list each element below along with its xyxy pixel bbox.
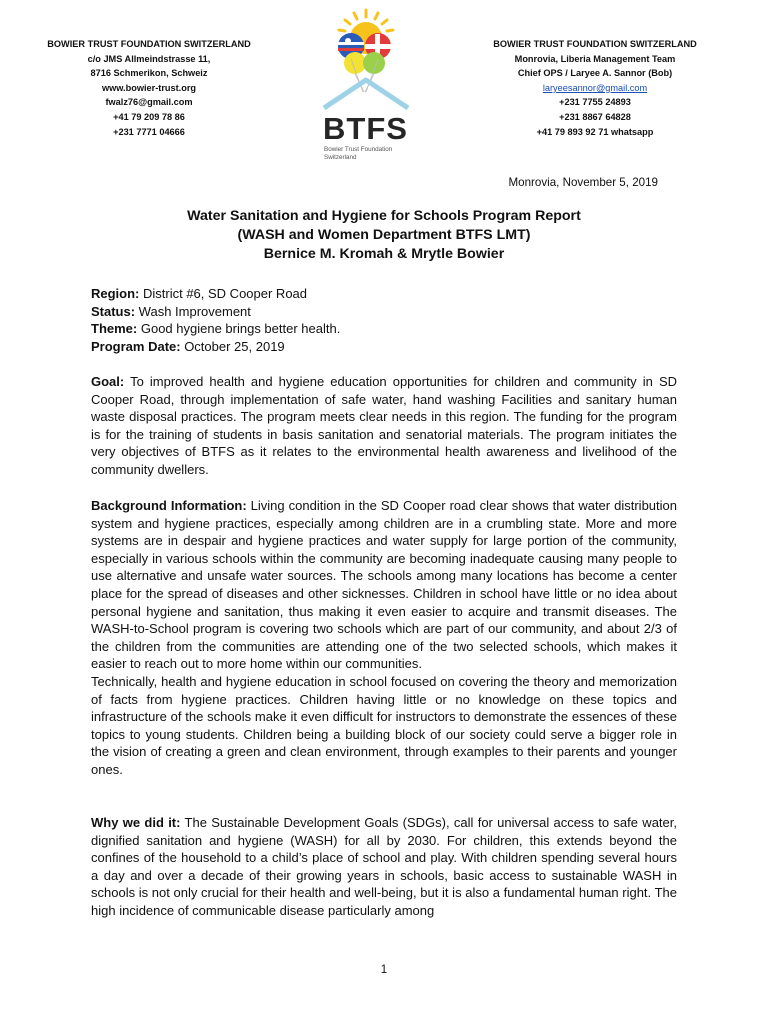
background-label: Background Information: [91, 498, 247, 513]
goal-label: Goal: [91, 374, 125, 389]
status-value: Wash Improvement [135, 303, 251, 319]
right-chief: Chief OPS / Laryee A. Sannor (Bob) [517, 68, 673, 79]
left-website: www.bowier-trust.org [101, 82, 197, 93]
title-line2: (WASH and Women Department BTFS LMT) [237, 227, 531, 243]
title-line1: Water Sanitation and Hygiene for Schools Program Report [187, 208, 581, 224]
letterhead-left-address [19, 37, 279, 139]
meta-theme [91, 320, 340, 338]
left-org-name: BOWIER TRUST FOUNDATION SWITZERLAND [47, 39, 251, 49]
program-meta [91, 285, 340, 355]
why-text: The Sustainable Development Goals (SDGs), call for universal access to safe water, dignified sanitation and hygiene (WASH) for all by 2030. For children, this extends beyond the confines of the household to a child’s place of school and play. With children spending several hours a day and over a decade of their growing years in schools, basic access to sustainable WASH in schools is not only crucial for their health and well-being, but it is also a fundamental human right. The high incidence of communicable disease particularly among [91, 815, 677, 918]
balloons-house-icon [318, 8, 414, 112]
left-phone2: +231 7771 04666 [113, 126, 185, 137]
background-paragraph [91, 497, 677, 673]
right-team: Monrovia, Liberia Management Team [514, 53, 676, 64]
title-authors: Bernice M. Kromah & Mrytle Bowier [263, 246, 505, 262]
right-phone1: +231 7755 24893 [559, 97, 631, 108]
background-text: Living condition in the SD Cooper road clear shows that water distribution system and hygiene practices, especially among children are in a crumbling state. More and more systems are in despair and hygiene practices and water supply for large portion of the community, especially in various schools within the community are becoming inadequate causing many people to use alternative and unsafe water sources. The schools among many locations has become a center place for the spread of diseases and other sicknesses. Children in school have little or no idea about personal hygiene and sanitation, thus making it even easier to acquire and transmit diseases. The WASH-to-School program is covering two schools which are part of our community, and about 2/3 of the children from the communities are attending one of the two selected schools, which makes it easier to reach out to more home within our communities. [91, 498, 677, 672]
goal-text: To improved health and hygiene education opportunities for children and community in SD Cooper Road, through implementation of safe water, hand washing Facilities and sanitary human waste disposal practices. The program meets clear needs in this region. The funding for the program is for the training of students in basis sanitation and senatorial materials. The program initiates the very objectives of BTFS as it relates to the environmental health awareness and livelihood of the community dwellers. [91, 374, 677, 477]
why-section [91, 814, 677, 920]
right-org-name: BOWIER TRUST FOUNDATION SWITZERLAND [493, 39, 697, 49]
why-paragraph [91, 814, 677, 920]
left-email: fwalz76@gmail.com [105, 97, 193, 108]
meta-region [91, 285, 340, 303]
document-date: Monrovia, November 5, 2019 [508, 176, 658, 189]
page-number: 1 [380, 964, 388, 976]
left-phone1: +41 79 209 78 86 [113, 111, 185, 122]
right-email-link[interactable]: laryeesannor@gmail.com [542, 82, 648, 93]
theme-value: Good hygiene brings better health. [137, 321, 341, 337]
background-paragraph-2: Technically, health and hygiene education in school focused on covering the theory and memorization of facts from hygiene practices. Children having little or no knowledge on these topics and infrastructure of the schools make it even difficult for instructors to demonstrate the essences of these topics to young students. Children being a building block of our society could serve a bigger role in the vision of creating a green and clean environment, through examples to their parents and younger ones. [91, 673, 677, 777]
logo-wordmark: BTFS [323, 111, 408, 146]
meta-status [91, 303, 340, 321]
left-address-line2: 8716 Schmerikon, Schweiz [90, 68, 208, 79]
region-label: Region: [91, 286, 140, 301]
why-label: Why we did it: [91, 815, 181, 830]
status-label: Status: [91, 303, 136, 319]
btfs-logo [318, 8, 414, 161]
logo-subtitle: Bowier Trust Foundation Switzerland [324, 146, 393, 161]
right-phone3: +41 79 893 92 71 whatsapp [536, 126, 654, 137]
program-date-value: October 25, 2019 [180, 338, 285, 354]
theme-label: Theme: [91, 321, 138, 337]
goal-paragraph [91, 373, 677, 479]
goal-section [91, 373, 677, 479]
right-phone2: +231 8867 64828 [559, 111, 631, 122]
program-date-label: Program Date: [91, 338, 181, 354]
region-value: District #6, SD Cooper Road [139, 286, 308, 301]
report-title [0, 207, 768, 264]
background-section [91, 497, 677, 779]
left-address-line1: c/o JMS Allmeindstrasse 11, [87, 53, 211, 64]
letterhead-right-address [465, 37, 725, 139]
meta-program-date [91, 338, 340, 356]
